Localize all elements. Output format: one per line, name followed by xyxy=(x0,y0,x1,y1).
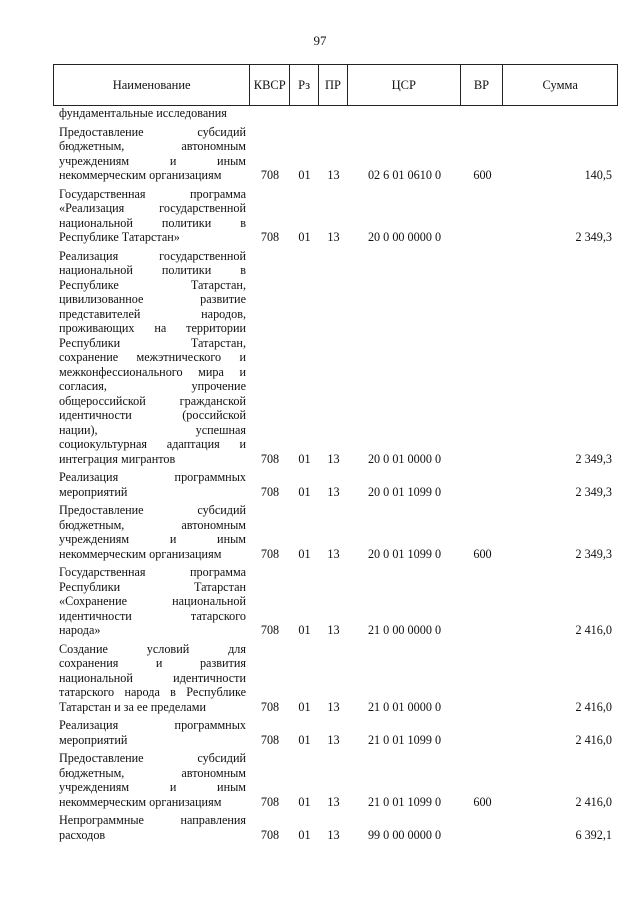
row-name xyxy=(53,751,250,809)
row-rz: 01 xyxy=(298,546,311,561)
table-header xyxy=(53,64,618,106)
row-pr: 13 xyxy=(327,451,340,466)
row-csr: 21 0 01 1099 0 xyxy=(367,732,442,747)
row-name-line: национальной идентичности xyxy=(59,670,246,685)
row-name-line: национальной политики в xyxy=(59,263,246,277)
row-name-line: Предоставление субсидий xyxy=(59,124,246,139)
row-name-line: Государственная программа xyxy=(59,186,246,201)
table-row xyxy=(53,187,618,245)
row-name-line: татарского народа в Республике xyxy=(59,685,246,699)
row-name-line: Предоставление субсидий xyxy=(59,503,246,517)
row-sum: 2 349,3 xyxy=(575,546,612,561)
row-kvsr: 708 xyxy=(260,451,280,466)
row-pr: 13 xyxy=(327,546,340,561)
row-name-line: цивилизованное развитие xyxy=(59,292,246,306)
row-name-line: сохранение межэтнического и xyxy=(59,350,246,364)
row-name-line: социокультурная адаптация и xyxy=(59,437,246,451)
row-name-line: учреждениям и иным xyxy=(59,153,246,168)
row-name xyxy=(53,187,250,245)
row-pr: 13 xyxy=(327,827,340,842)
row-sum: 140,5 xyxy=(584,168,612,182)
row-name-line: представителей народов, xyxy=(59,306,246,321)
row-name-line: идентичности (российской xyxy=(59,408,246,422)
row-name-line: общероссийской гражданской xyxy=(59,393,246,408)
row-rz: 01 xyxy=(298,827,311,842)
header-rz: Рз xyxy=(290,65,319,105)
table-row xyxy=(53,249,618,467)
row-sum: 2 416,0 xyxy=(575,623,612,637)
row-rz: 01 xyxy=(298,451,311,466)
row-kvsr: 708 xyxy=(260,794,280,809)
row-sum: 2 349,3 xyxy=(575,451,612,466)
row-name-line: нации), успешная xyxy=(59,422,246,437)
row-name xyxy=(53,249,250,467)
row-rz: 01 xyxy=(298,732,311,747)
row-name-line: Республике Татарстан» xyxy=(59,230,180,244)
row-name-line: фундаментальные исследования xyxy=(59,106,227,120)
row-name-line: бюджетным, автономным xyxy=(59,765,246,780)
row-name-line: Республики Татарстан xyxy=(59,579,246,594)
row-name-line: Реализация программных xyxy=(59,718,246,732)
row-name-line: учреждениям и иным xyxy=(59,532,246,546)
row-csr: 20 0 01 1099 0 xyxy=(367,484,442,499)
table-row xyxy=(53,813,618,842)
row-name-line: согласия, упрочение xyxy=(59,379,246,393)
row-name xyxy=(53,503,250,561)
table-row xyxy=(53,718,618,747)
row-name-line: некоммерческим организациям xyxy=(59,168,222,182)
row-name xyxy=(53,106,250,121)
row-sum: 6 392,1 xyxy=(575,827,612,842)
row-name-line: «Сохранение национальной xyxy=(59,594,246,608)
row-csr: 02 6 01 0610 0 xyxy=(367,168,442,182)
page-number: 97 xyxy=(313,33,327,48)
row-pr: 13 xyxy=(327,168,340,182)
row-name-line: Татарстан и за ее пределами xyxy=(59,699,206,714)
row-rz: 01 xyxy=(298,699,311,714)
row-csr: 20 0 01 1099 0 xyxy=(367,546,442,561)
header-pr: ПР xyxy=(319,65,348,105)
row-csr: 20 0 00 0000 0 xyxy=(367,230,442,244)
row-name-line: мероприятий xyxy=(59,732,128,747)
row-kvsr: 708 xyxy=(260,623,280,637)
row-name-line: межконфессионального мира и xyxy=(59,364,246,379)
row-csr: 21 0 01 1099 0 xyxy=(367,794,442,809)
row-vr: 600 xyxy=(473,168,492,182)
row-name-line: расходов xyxy=(59,827,106,842)
table-row xyxy=(53,125,618,183)
row-pr: 13 xyxy=(327,732,340,747)
row-name xyxy=(53,470,250,499)
row-name xyxy=(53,565,250,638)
row-name-line: некоммерческим организациям xyxy=(59,794,222,809)
header-vr: ВР xyxy=(461,65,504,105)
row-rz: 01 xyxy=(298,794,311,809)
row-pr: 13 xyxy=(327,623,340,637)
row-pr: 13 xyxy=(327,230,340,244)
table-row xyxy=(53,106,618,121)
row-name-line: народа» xyxy=(59,623,101,637)
table-row xyxy=(53,565,618,638)
row-name-line: бюджетным, автономным xyxy=(59,139,246,153)
table-row xyxy=(53,503,618,561)
row-sum: 2 416,0 xyxy=(575,732,612,747)
table-row xyxy=(53,642,618,715)
row-name-line: Предоставление субсидий xyxy=(59,751,246,765)
table-body xyxy=(53,106,618,842)
row-name-line: «Реализация государственной xyxy=(59,201,246,215)
row-kvsr: 708 xyxy=(260,484,280,499)
row-sum: 2 349,3 xyxy=(575,484,612,499)
row-pr: 13 xyxy=(327,484,340,499)
row-vr: 600 xyxy=(473,794,492,809)
row-name xyxy=(53,642,250,715)
row-rz: 01 xyxy=(298,168,311,182)
row-pr: 13 xyxy=(327,794,340,809)
row-name-line: Реализация программных xyxy=(59,470,246,484)
row-name xyxy=(53,718,250,747)
row-name-line: Создание условий для xyxy=(59,641,246,656)
row-rz: 01 xyxy=(298,230,311,244)
table-row xyxy=(53,751,618,809)
row-name-line: мероприятий xyxy=(59,484,128,499)
header-sum: Сумма xyxy=(542,77,578,92)
row-vr: 600 xyxy=(473,546,492,561)
row-pr: 13 xyxy=(327,699,340,714)
row-name-line: Республики Татарстан, xyxy=(59,335,246,350)
row-name-line: учреждениям и иным xyxy=(59,780,246,794)
row-kvsr: 708 xyxy=(260,732,280,747)
row-name-line: интеграция мигрантов xyxy=(59,451,176,466)
table-row xyxy=(53,470,618,499)
row-csr: 99 0 00 0000 0 xyxy=(367,827,442,842)
row-sum: 2 416,0 xyxy=(575,794,612,809)
row-name-line: сохранения и развития xyxy=(59,656,246,670)
row-kvsr: 708 xyxy=(260,827,280,842)
row-kvsr: 708 xyxy=(260,546,280,561)
row-kvsr: 708 xyxy=(260,168,280,182)
header-csr: ЦСР xyxy=(348,65,461,105)
row-name-line: некоммерческим организациям xyxy=(59,546,222,561)
row-sum: 2 416,0 xyxy=(575,699,612,714)
header-kvsr: КВСР xyxy=(250,65,290,105)
row-sum: 2 349,3 xyxy=(575,230,612,244)
row-name-line: Непрограммные направления xyxy=(59,813,246,827)
row-name-line: проживающих на территории xyxy=(59,321,246,335)
header-name: Наименование xyxy=(54,65,250,105)
row-name-line: идентичности татарского xyxy=(59,608,246,623)
row-csr: 21 0 01 0000 0 xyxy=(367,699,442,714)
row-name-line: Государственная программа xyxy=(59,565,246,579)
row-rz: 01 xyxy=(298,484,311,499)
row-kvsr: 708 xyxy=(260,699,280,714)
row-name-line: национальной политики в xyxy=(59,215,246,230)
row-csr: 20 0 01 0000 0 xyxy=(367,451,442,466)
row-rz: 01 xyxy=(298,623,311,637)
row-name xyxy=(53,125,250,183)
row-name-line: бюджетным, автономным xyxy=(59,517,246,532)
row-name-line: Республике Татарстан, xyxy=(59,277,246,292)
row-kvsr: 708 xyxy=(260,230,280,244)
row-name xyxy=(53,813,250,842)
row-csr: 21 0 00 0000 0 xyxy=(367,623,442,637)
row-name-line: Реализация государственной xyxy=(59,248,246,263)
